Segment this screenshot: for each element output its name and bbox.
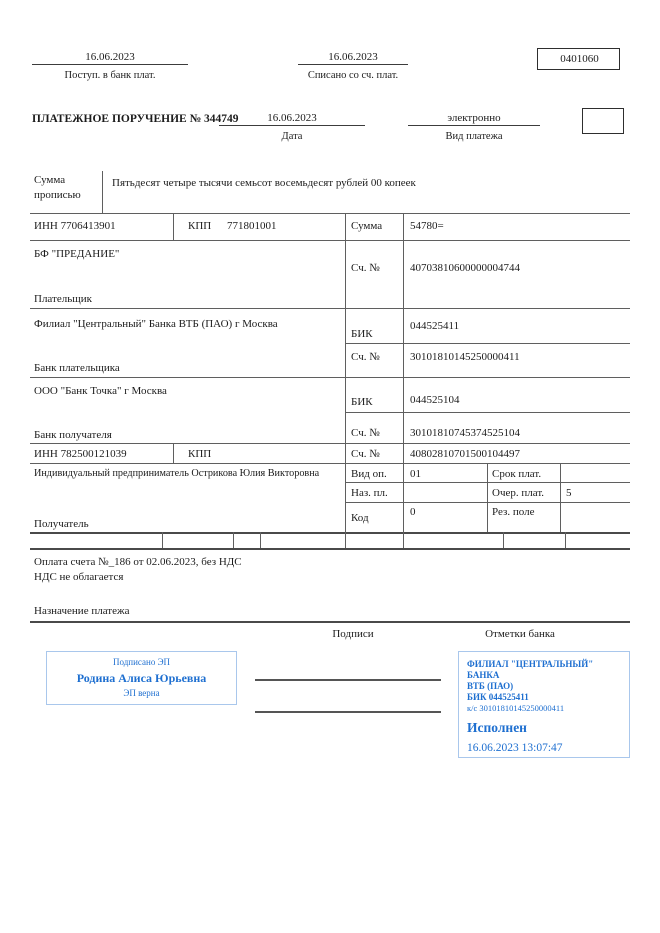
payee-bank-bik-label: БИК — [351, 396, 373, 408]
amount-words-label-1: Сумма — [34, 174, 66, 186]
debited-date: 16.06.2023 — [298, 50, 408, 65]
divider — [30, 443, 630, 444]
sum-value: 54780= — [410, 220, 444, 232]
payer-kpp-label: КПП — [188, 220, 212, 232]
divider — [30, 532, 630, 534]
payee-name: Индивидуальный предприниматель Острикова Юлия Викторовна — [34, 468, 320, 479]
payer-bank-account-label: Сч. № — [351, 351, 380, 363]
bank-stamp-timestamp: 16.06.2023 13:07:47 — [467, 742, 563, 754]
payer-bank-bik-label: БИК — [351, 328, 373, 340]
payee-inn: ИНН 782500121039 — [34, 448, 127, 460]
bank-stamp-status: Исполнен — [467, 720, 527, 735]
payment-kind: электронно — [408, 111, 540, 126]
status-box — [582, 108, 624, 134]
divider — [173, 213, 174, 240]
amount-words-label-2: прописью — [34, 189, 81, 201]
divider — [30, 377, 630, 378]
term-label: Срок плат. — [492, 468, 542, 480]
divider — [102, 171, 103, 213]
form-code: 0401060 — [560, 53, 599, 65]
divider — [345, 412, 630, 413]
purpose-line-2: НДС не облагается — [34, 571, 124, 583]
order-label: Очер. плат. — [492, 487, 545, 499]
bank-stamp-bik: БИК 044525411 — [467, 692, 529, 702]
payer-account-label: Сч. № — [351, 262, 380, 274]
payee-account-label: Сч. № — [351, 448, 380, 460]
op-kind-label: Вид оп. — [351, 468, 387, 480]
order-value: 5 — [566, 487, 572, 499]
divider — [30, 308, 630, 309]
code-label: Код — [351, 512, 369, 524]
received-date: 16.06.2023 — [32, 50, 188, 65]
reserve-label: Рез. поле — [492, 506, 535, 518]
bank-stamp — [458, 651, 630, 758]
purpose-label: Назначение платежа — [34, 605, 130, 617]
bank-marks-label: Отметки банка — [485, 628, 555, 640]
payee-label: Получатель — [34, 518, 89, 530]
code-value: 0 — [410, 506, 416, 518]
divider — [403, 213, 404, 548]
payee-bank-label: Банк получателя — [34, 429, 112, 441]
document-title: ПЛАТЕЖНОЕ ПОРУЧЕНИЕ № 344749 — [32, 113, 239, 125]
divider — [162, 532, 163, 548]
payment-kind-label: Вид платежа — [445, 131, 503, 142]
document-date: 16.06.2023 — [219, 111, 365, 126]
divider — [560, 463, 561, 532]
payee-kpp-label: КПП — [188, 448, 212, 460]
purpose-line-1: Оплата счета №_186 от 02.06.2023, без НДС — [34, 556, 242, 568]
payer-label: Плательщик — [34, 293, 92, 305]
payer-bank-bik: 044525411 — [410, 320, 460, 332]
divider — [173, 443, 174, 463]
payee-bank-account: 30101810745374525104 — [410, 427, 520, 439]
bank-stamp-corr-account: к/с 30101810145250000411 — [467, 703, 565, 713]
payer-name: БФ "ПРЕДАНИЕ" — [34, 248, 120, 260]
divider — [233, 532, 234, 548]
signatures-label: Подписи — [332, 628, 374, 640]
received-date-label: Поступ. в банк плат. — [64, 70, 156, 81]
signature-line — [255, 711, 441, 713]
sum-label: Сумма — [351, 220, 383, 232]
nazpl-label: Наз. пл. — [351, 487, 388, 499]
divider — [260, 532, 261, 548]
divider — [30, 240, 630, 241]
payer-kpp: 771801001 — [227, 220, 277, 232]
bank-stamp-line-2: ВТБ (ПАО) — [467, 681, 514, 691]
divider — [503, 532, 504, 548]
payee-account: 40802810701500104497 — [410, 448, 520, 460]
esign-stamp-bottom: ЭП верна — [123, 688, 160, 698]
payee-bank-bik: 044525104 — [410, 394, 460, 406]
esign-stamp-top: Подписано ЭП — [112, 657, 171, 667]
divider — [30, 548, 630, 550]
signature-line — [255, 679, 441, 681]
divider — [565, 532, 566, 548]
esign-stamp — [46, 651, 237, 705]
payee-bank-account-label: Сч. № — [351, 427, 380, 439]
divider — [30, 621, 630, 623]
bank-stamp-line-1: ФИЛИАЛ "ЦЕНТРАЛЬНЫЙ" БАНКА — [467, 659, 594, 680]
divider — [345, 343, 630, 344]
payer-account: 40703810600000004744 — [410, 262, 520, 274]
payer-bank-account: 30101810145250000411 — [410, 351, 520, 363]
amount-in-words: Пятьдесят четыре тысячи семьсот восемьдесят рублей 00 копеек — [112, 177, 416, 189]
divider — [30, 213, 630, 214]
date-label: Дата — [281, 131, 303, 142]
payer-inn: ИНН 7706413901 — [34, 220, 116, 232]
divider — [30, 463, 630, 464]
esign-stamp-name: Родина Алиса Юрьевна — [76, 671, 207, 685]
payee-bank-name: ООО "Банк Точка" г Москва — [34, 385, 167, 397]
divider — [487, 463, 488, 532]
op-kind-value: 01 — [410, 468, 421, 480]
divider — [345, 213, 346, 548]
payer-bank-label: Банк плательщика — [34, 362, 120, 374]
payer-bank-name: Филиал "Центральный" Банка ВТБ (ПАО) г Москва — [34, 318, 278, 330]
debited-date-label: Списано со сч. плат. — [307, 70, 399, 81]
